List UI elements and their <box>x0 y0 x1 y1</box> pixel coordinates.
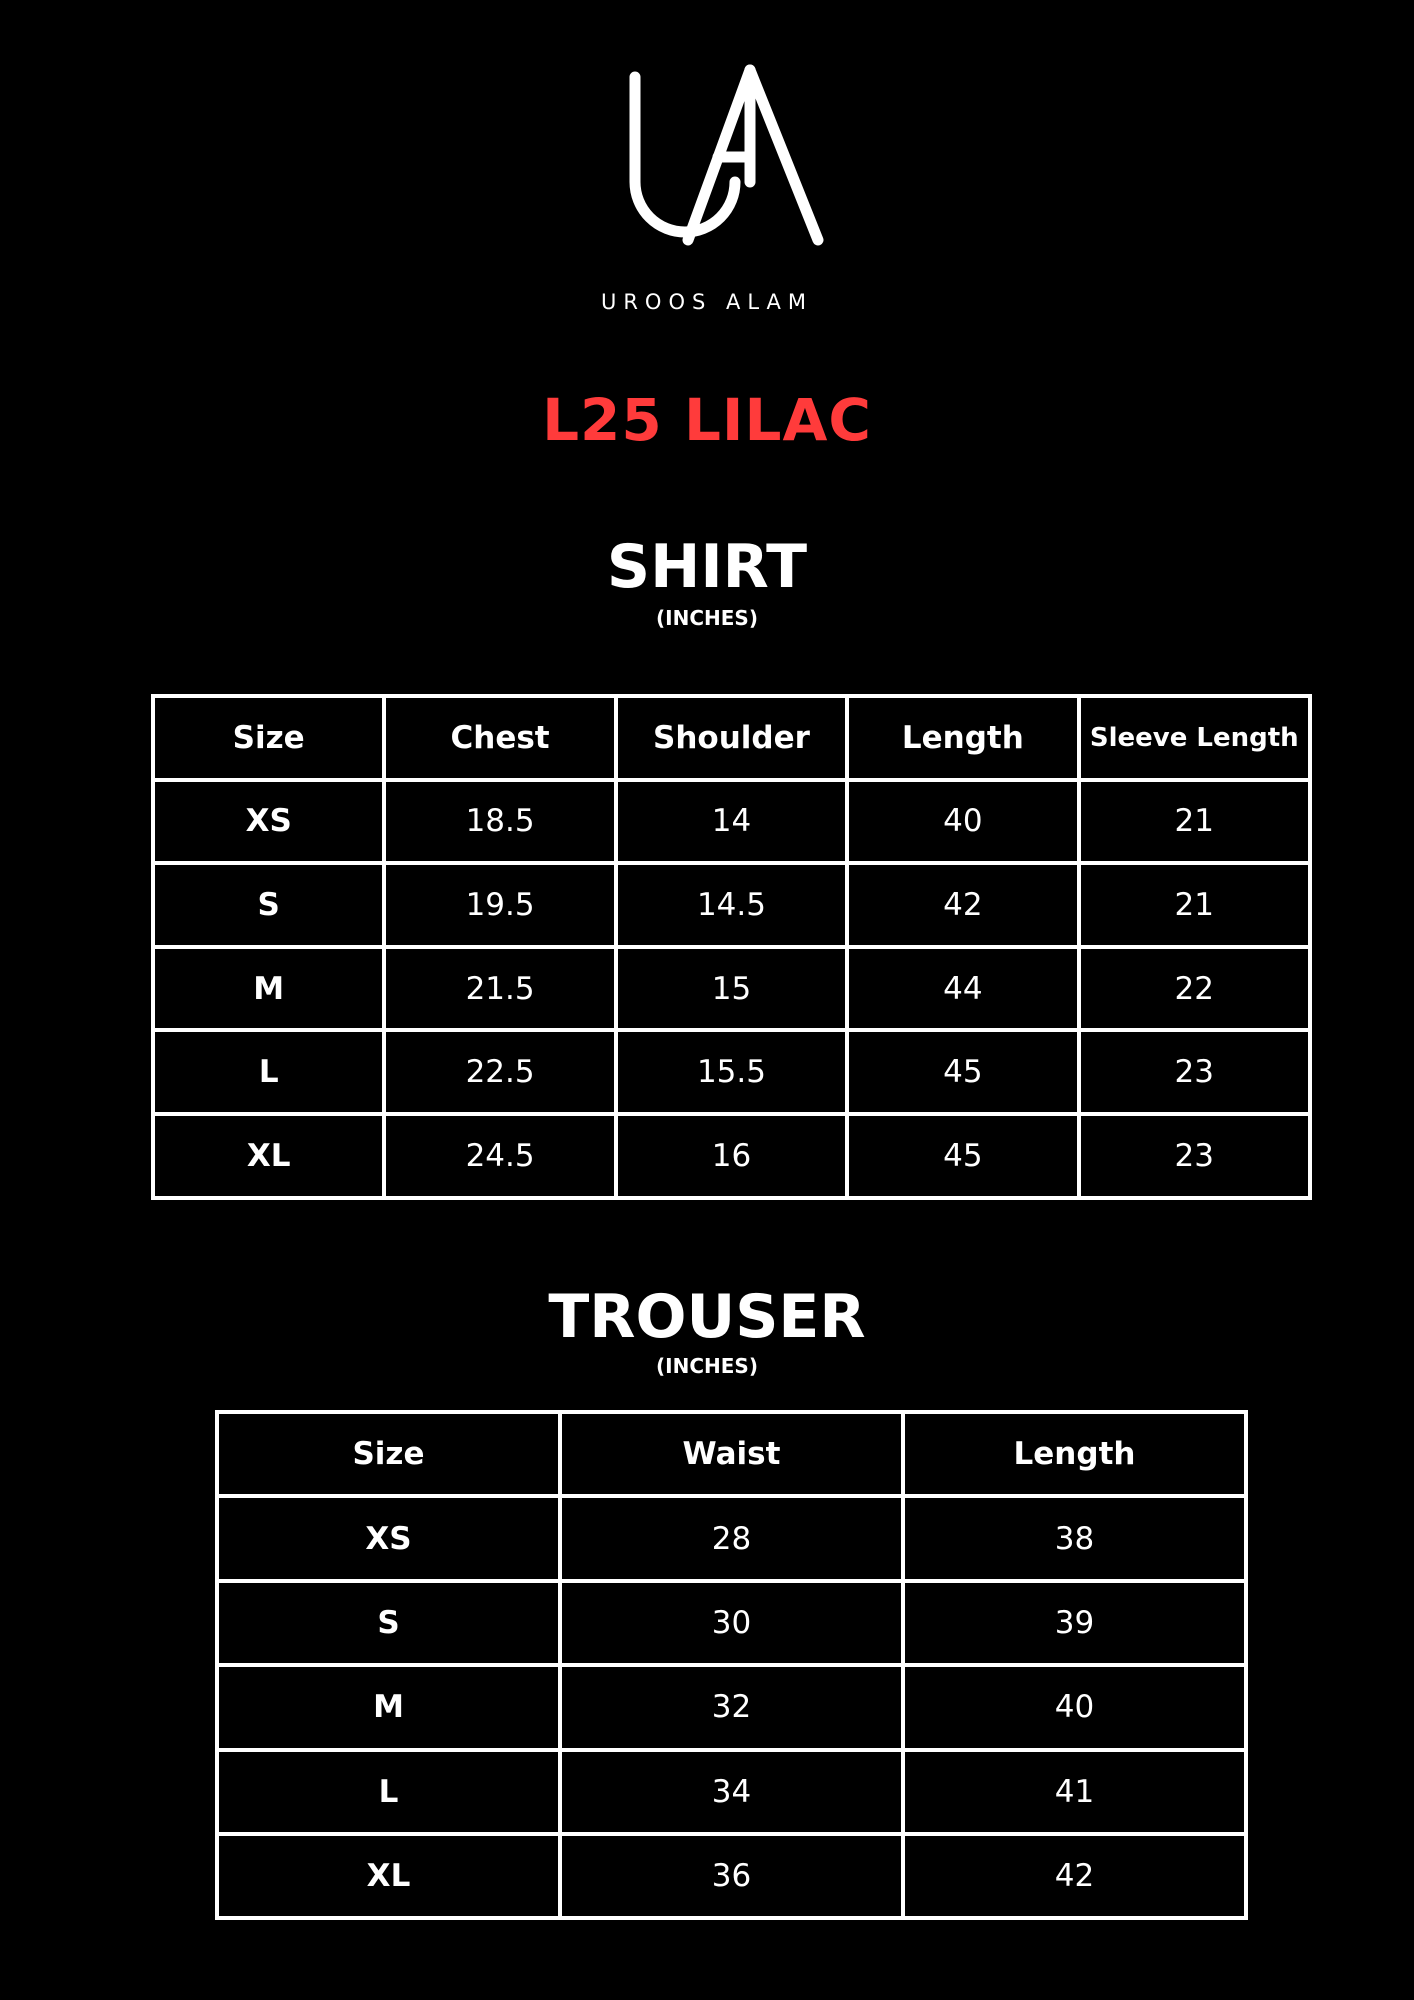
size-cell: XS <box>153 780 384 864</box>
brand-name: UROOS ALAM <box>600 290 814 314</box>
shoulder-cell: 15 <box>616 947 847 1031</box>
shirt-unit-label: (INCHES) <box>656 606 758 630</box>
header-waist: Waist <box>560 1412 903 1496</box>
sleeve-length-cell: 21 <box>1079 863 1310 947</box>
size-cell: XS <box>217 1496 560 1580</box>
sleeve-length-cell: 23 <box>1079 1030 1310 1114</box>
shirt-section-title: SHIRT <box>606 532 808 602</box>
shoulder-cell: 16 <box>616 1114 847 1198</box>
waist-cell: 28 <box>560 1496 903 1580</box>
table-row <box>217 1750 1246 1834</box>
table-row <box>217 1581 1246 1665</box>
size-cell: S <box>217 1581 560 1665</box>
table-row <box>153 863 1310 947</box>
length-cell: 42 <box>847 863 1078 947</box>
product-title: L25 LILAC <box>542 386 872 454</box>
table-row <box>217 1496 1246 1580</box>
chest-cell: 24.5 <box>384 1114 615 1198</box>
size-cell: L <box>153 1030 384 1114</box>
table-row <box>153 780 1310 864</box>
length-cell: 45 <box>847 1030 1078 1114</box>
table-row <box>153 1030 1310 1114</box>
shirt-size-table <box>151 694 1312 1200</box>
chest-cell: 18.5 <box>384 780 615 864</box>
header-length: Length <box>903 1412 1246 1496</box>
length-cell: 44 <box>847 947 1078 1031</box>
size-cell: M <box>217 1665 560 1749</box>
shoulder-cell: 14 <box>616 780 847 864</box>
waist-cell: 36 <box>560 1834 903 1918</box>
table-header-row <box>153 696 1310 780</box>
table-header-row <box>217 1412 1246 1496</box>
header-sleeve-length: Sleeve Length <box>1079 696 1310 780</box>
length-cell: 45 <box>847 1114 1078 1198</box>
table-row <box>217 1665 1246 1749</box>
chest-cell: 19.5 <box>384 863 615 947</box>
waist-cell: 32 <box>560 1665 903 1749</box>
header-shoulder: Shoulder <box>616 696 847 780</box>
sleeve-length-cell: 22 <box>1079 947 1310 1031</box>
length-cell: 40 <box>903 1665 1246 1749</box>
header-length: Length <box>847 696 1078 780</box>
size-cell: XL <box>217 1834 560 1918</box>
shoulder-cell: 14.5 <box>616 863 847 947</box>
length-cell: 38 <box>903 1496 1246 1580</box>
header-size: Size <box>153 696 384 780</box>
length-cell: 40 <box>847 780 1078 864</box>
trouser-unit-label: (INCHES) <box>656 1354 758 1378</box>
waist-cell: 30 <box>560 1581 903 1665</box>
size-cell: S <box>153 863 384 947</box>
length-cell: 41 <box>903 1750 1246 1834</box>
size-cell: L <box>217 1750 560 1834</box>
size-cell: M <box>153 947 384 1031</box>
trouser-section-title: TROUSER <box>548 1282 866 1352</box>
ua-monogram-logo <box>620 62 830 252</box>
sleeve-length-cell: 23 <box>1079 1114 1310 1198</box>
table-row <box>153 1114 1310 1198</box>
length-cell: 42 <box>903 1834 1246 1918</box>
shoulder-cell: 15.5 <box>616 1030 847 1114</box>
waist-cell: 34 <box>560 1750 903 1834</box>
table-row <box>217 1834 1246 1918</box>
header-size: Size <box>217 1412 560 1496</box>
length-cell: 39 <box>903 1581 1246 1665</box>
header-chest: Chest <box>384 696 615 780</box>
trouser-size-table <box>215 1410 1248 1920</box>
chest-cell: 22.5 <box>384 1030 615 1114</box>
size-cell: XL <box>153 1114 384 1198</box>
table-row <box>153 947 1310 1031</box>
sleeve-length-cell: 21 <box>1079 780 1310 864</box>
chest-cell: 21.5 <box>384 947 615 1031</box>
